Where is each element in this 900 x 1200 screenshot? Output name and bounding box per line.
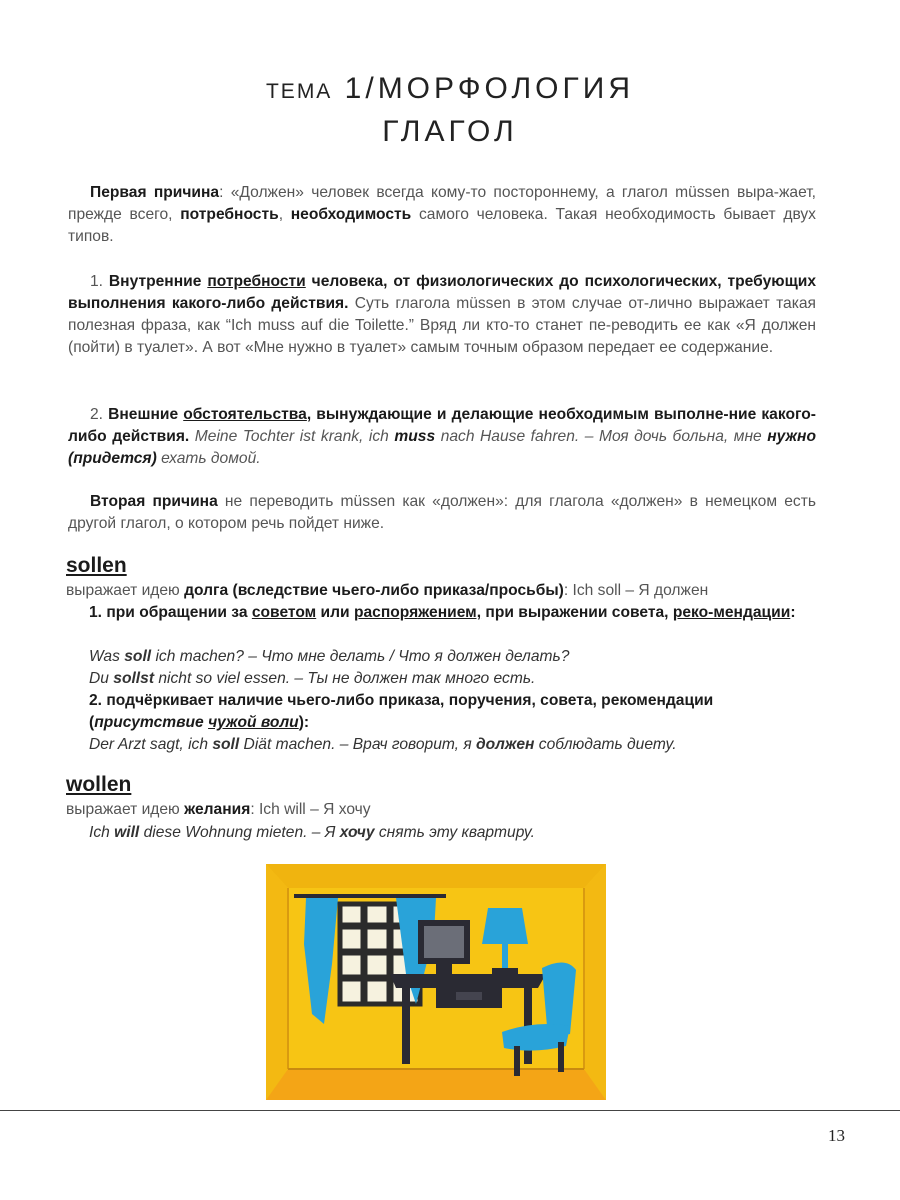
wollen-intro: выражает идею желания: Ich will – Я хочу: [66, 801, 371, 818]
sollen-item-2: 2. подчёркивает наличие чьего-либо приказа, поручения, совета, рекомендации (присутствие чужой воли):: [89, 692, 714, 731]
footer-divider: [0, 1110, 900, 1111]
page-title: [0, 70, 900, 151]
page-number: 13: [828, 1126, 845, 1145]
room-right-wall: [584, 864, 606, 1100]
room-illustration: [266, 864, 606, 1100]
title-prefix: ТЕМА: [265, 80, 333, 103]
title-subject: ГЛАГОЛ: [382, 115, 518, 148]
wollen-example: Ich will diese Wohnung mieten. – Я хочу снять эту квартиру.: [89, 824, 535, 841]
room-floor: [266, 1069, 606, 1100]
paragraph-first-reason: Первая причина: «Должен» человек всегда кому-то постороннему, а глагол müssen выра-жает, прежде всего, потребность, необходимость самого человека. Такая необходимость бывает двух типов.: [68, 184, 816, 245]
sollen-example-2: Du sollst nicht so viel essen. – Ты не должен так много есть.: [89, 670, 536, 687]
sollen-example-1: Was soll ich machen? – Что мне делать / Что я должен делать?: [89, 648, 570, 665]
sollen-item-1: 1. при обращении за советом или распоряжением, при выражении совета, реко-мендации:: [89, 604, 796, 621]
heading-wollen: wollen: [66, 773, 132, 796]
room-ceiling: [266, 864, 606, 888]
paragraph-second-reason: Вторая причина не переводить müssen как «должен»: для глагола «должен» в немецком есть другой глагол, о котором речь пойдет ниже.: [68, 493, 816, 532]
paragraph-external-circumstances: 2. Внешние обстоятельства, вынуждающие и делающие необходимым выполне-ние какого-либо действия. Meine Tochter ist krank, ich muss nach Hause fahren. – Моя дочь больна, мне нужно (придется) ехать домой.: [68, 406, 816, 467]
room-left-wall: [266, 864, 288, 1100]
sollen-example-3: Der Arzt sagt, ich soll Diät machen. – Врач говорит, я должен соблюдать диету.: [89, 736, 677, 753]
sollen-intro: выражает идею долга (вследствие чьего-либо приказа/просьбы): Ich soll – Я должен: [66, 582, 709, 599]
heading-sollen: sollen: [66, 554, 127, 577]
paragraph-internal-needs: 1. Внутренние потребности человека, от физиологических до психологических, требующих выполнения какого-либо действия. Суть глагола müssen в этом случае от-лично выражает такая полезная фраза, как “Ich muss auf die Toilette.” Вряд ли кто-то станет пе-реводить ее как «Я должен (пойти) в туалет». А вот «Мне нужно в туалет» самым точным образом передает ее содержание.: [68, 273, 816, 356]
title-main: 1/МОРФОЛОГИЯ: [344, 72, 634, 105]
